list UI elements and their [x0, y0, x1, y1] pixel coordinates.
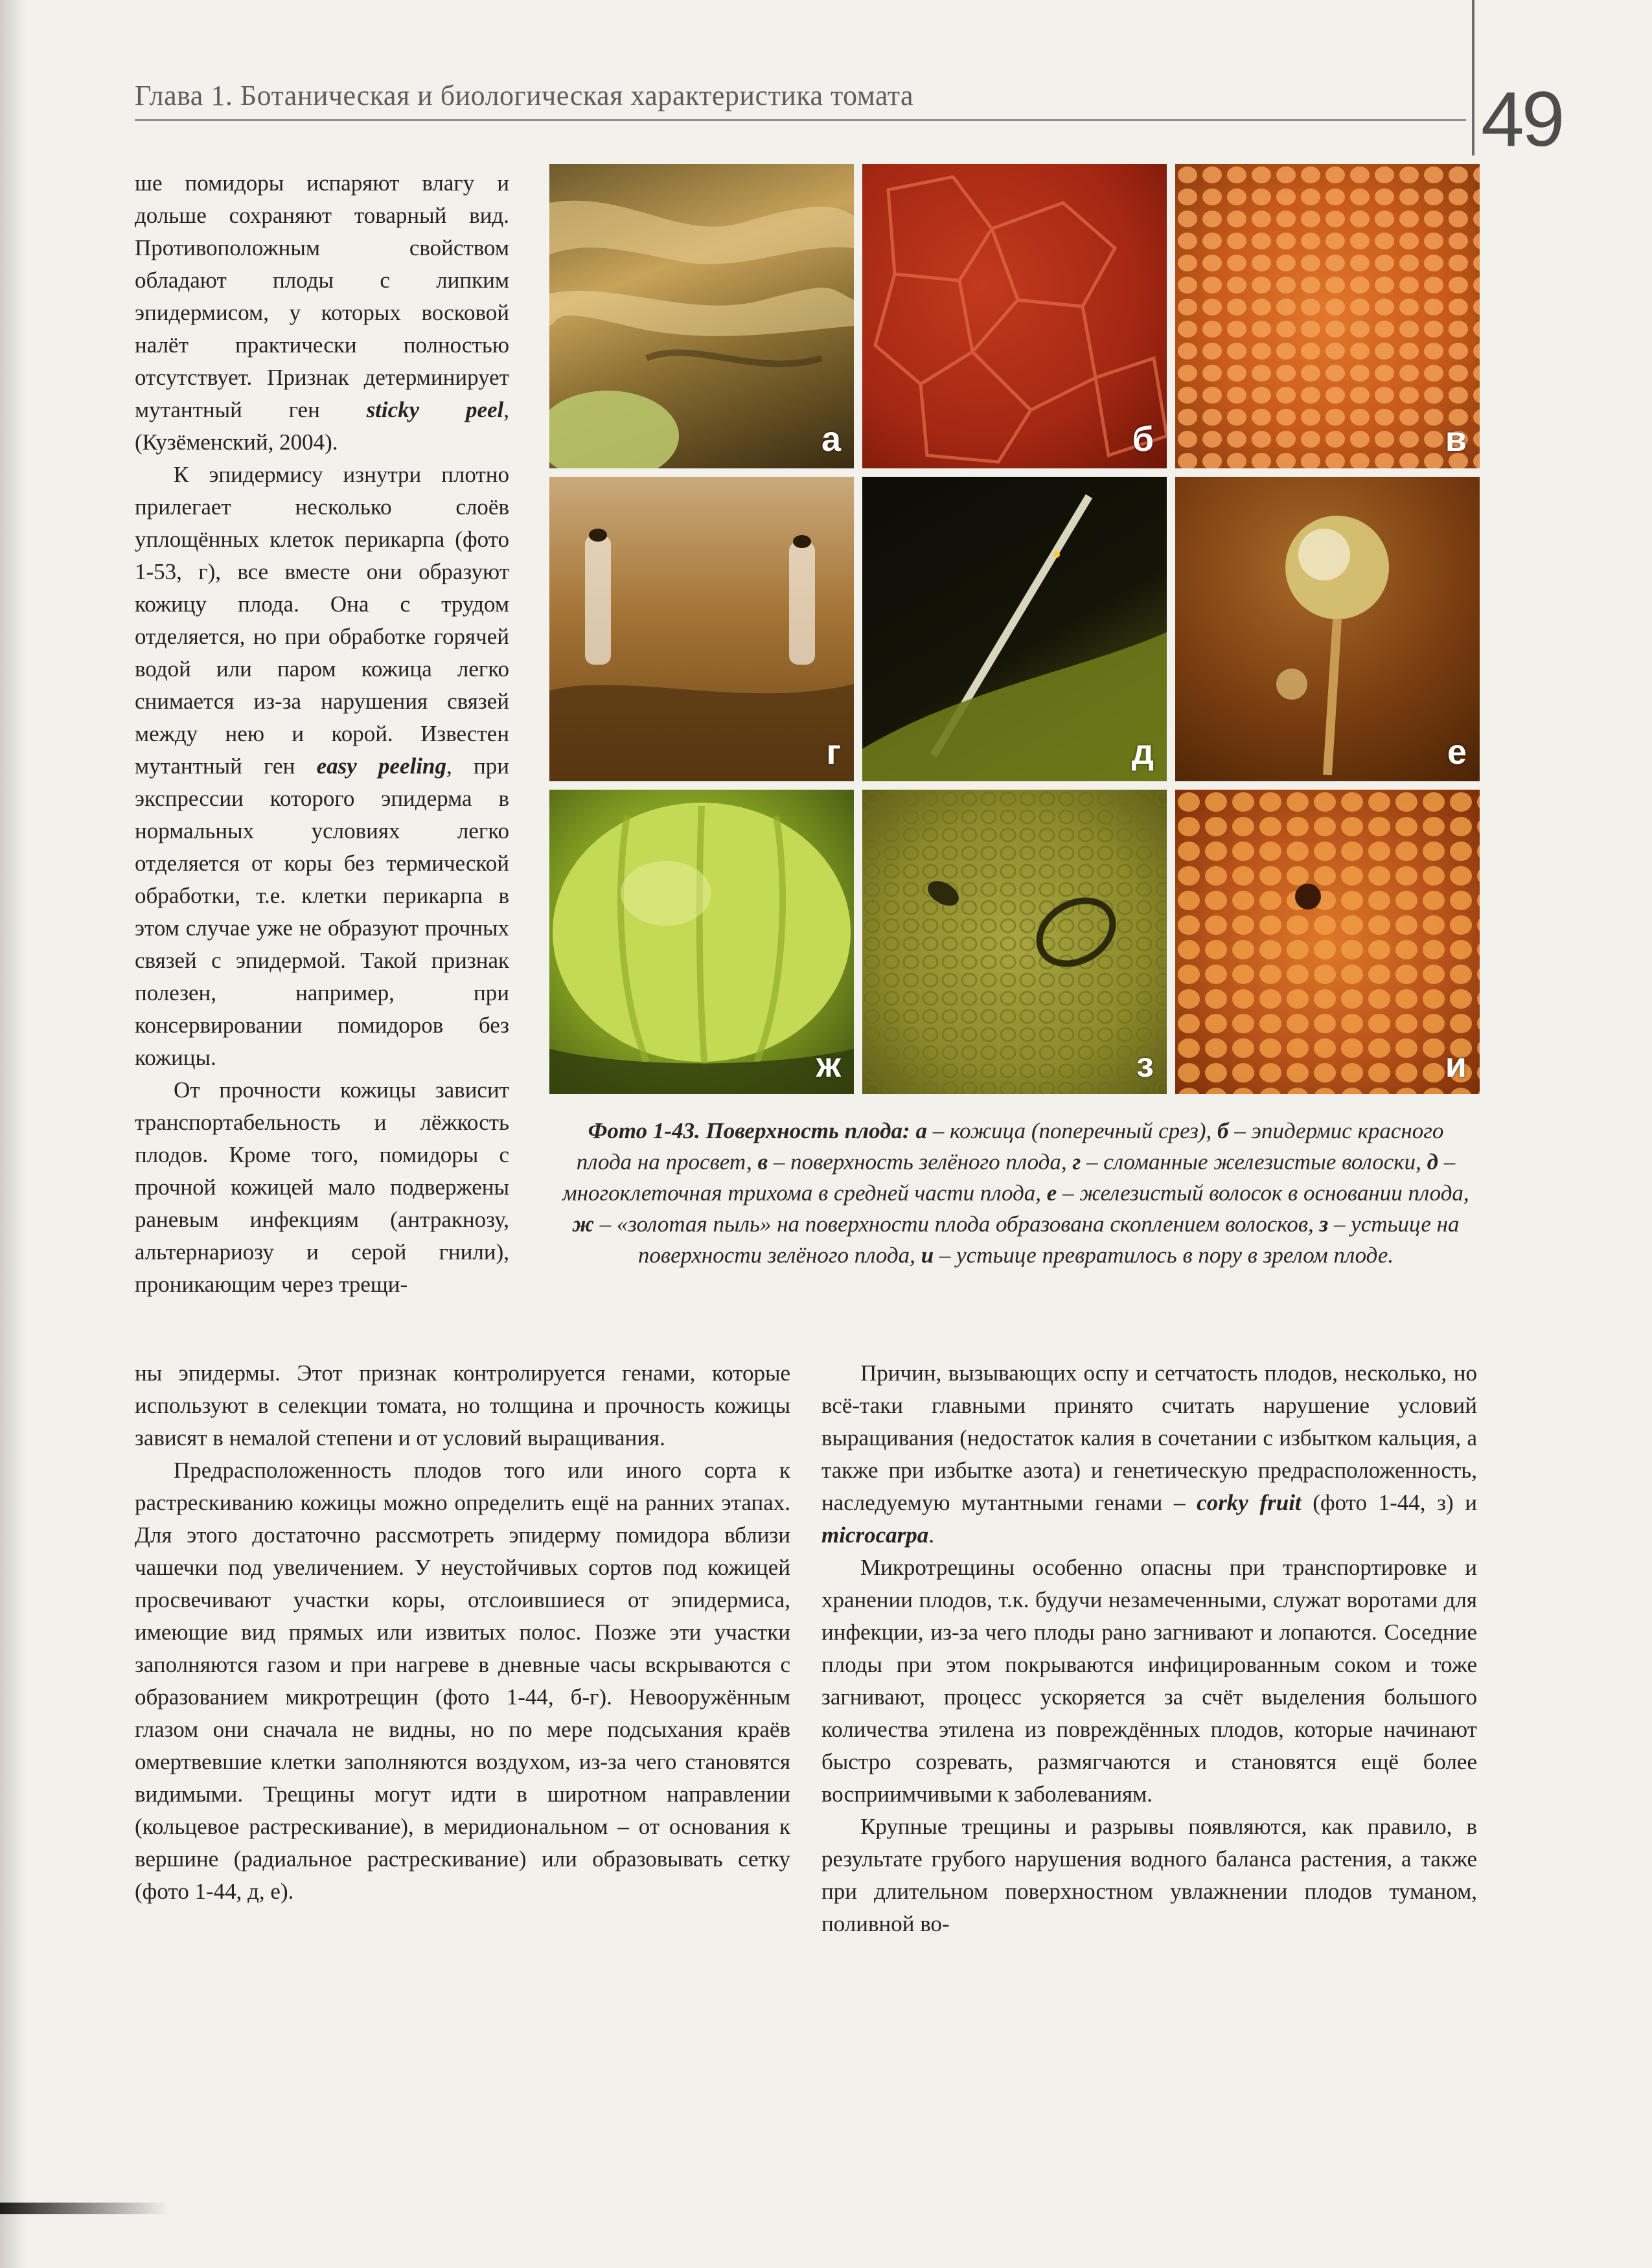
paragraph-text: От прочности кожицы зависит транспортабельность и лёжкость плодов. Кроме того, помидоры с прочной кожицей мало подвержены раневым инфекциям (антракнозу, альтернариозу и серой гнили), проникающим через трещи-: [135, 1077, 509, 1297]
paragraph: [135, 167, 509, 459]
paragraph: ны эпидермы. Этот признак контролируется генами, которые используют в селекции томата, но толщина и прочность кожицы зависят в немалой степени и от условий выращивания.: [135, 1360, 790, 1450]
photo-label: б: [1132, 420, 1154, 459]
paragraph-text: К эпидермису изнутри плотно прилегает несколько слоёв уплощённых клеток перикарпа (фото 1-53, г), все вместе они образуют кожицу плода. Она с трудом отделяется, но при обработке горячей водой или паром кожица легко снимается из-за нарушения связей между нею и корой. Известен мутантный ген: [135, 462, 509, 779]
photo-label: ж: [816, 1046, 841, 1084]
gene-name: sticky peel: [366, 397, 504, 422]
photo-d: [862, 477, 1167, 781]
paragraph: Микротрещины особенно опасны при транспортировке и хранении плодов, т.к. будучи незамеченными, служат воротами для инфекции, из-за чего плоды рано загнивают и лопаются. Соседние плоды при этом покрываются инфицированным соком и тоже загнивают, процесс ускоряется за счёт выделения большого количества этилена из повреждённых плодов, которые начинают быстро созревать, размягчаются и становятся ещё более восприимчивыми к заболеваниям.: [821, 1555, 1477, 1807]
paragraph-text: Причин, вызывающих оспу и сетчатость плодов, несколько, но всё-таки главными принято считать нарушение условий выращивания (недостаток калия в сочетании с избытком кальция, а также при избытке азота) и генетическую предрасположенность, наследуемую мутантными генами –: [821, 1360, 1477, 1515]
paragraph-text: (фото 1-44, з) и: [1301, 1490, 1477, 1515]
photo-zh: [549, 790, 854, 1094]
photo-label: д: [1131, 733, 1154, 772]
caption-key: ж: [572, 1211, 594, 1237]
narrow-column: [135, 167, 509, 1301]
page-edge-shadow: [0, 0, 26, 2268]
running-title: Глава 1. Ботаническая и биологическая характеристика томата: [135, 80, 914, 111]
glandular-hair-image: [1175, 477, 1480, 781]
caption-text: – поверхность зелёного плода,: [768, 1149, 1073, 1174]
caption-text: – «золотая пыль» на поверхности плода образована скоплением волосков,: [593, 1211, 1320, 1237]
caption-title: Фото 1-43. Поверхность плода:: [588, 1118, 910, 1143]
photo-i: [1175, 790, 1480, 1094]
gene-name: microcarpa: [821, 1522, 929, 1548]
photo-figure: [549, 164, 1480, 1103]
caption-text: – устьице на поверхности зелёного плода,: [637, 1211, 1460, 1268]
photo-e: [1175, 477, 1480, 781]
photo-label: з: [1136, 1046, 1154, 1084]
caption-key: д: [1427, 1149, 1438, 1174]
caption-text: – кожица (поперечный срез),: [926, 1118, 1218, 1143]
caption-key: г: [1072, 1149, 1081, 1174]
caption-text: – эпидермис красного плода на просвет,: [576, 1118, 1444, 1174]
caption-text: – многоклеточная трихома в средней части плода,: [562, 1149, 1456, 1206]
photo-label: г: [826, 733, 841, 772]
broken-glandular-hairs-image: [549, 477, 854, 781]
page-number: 49: [1481, 76, 1563, 163]
caption-key: е: [1046, 1180, 1057, 1206]
left-bottom-column: [135, 1357, 790, 1908]
scan-shadow: [0, 2203, 168, 2214]
paragraph-text: , (Кузёменский, 2004).: [135, 397, 509, 455]
caption-key: и: [921, 1243, 934, 1268]
caption-text: – сломанные железистые волоски,: [1081, 1149, 1427, 1174]
photo-g: [549, 477, 854, 781]
paragraph: [135, 1074, 509, 1301]
binding-rule: [1472, 0, 1474, 155]
paragraph: Предрасположенность плодов того или иного сорта к растрескиванию кожицы можно определить ещё на ранних этапах. Для этого достаточно рассмотреть эпидерму помидора вблизи чашечки под увеличением. У неустойчивых сортов под кожицей просвечивают участки коры, отслоившиеся от эпидермиса, имеющие вид прямых или извитых полос. Позже эти участки заполняются газом и при нагреве в дневные часы вскрываются с образованием микротрещин (фото 1-44, б-г). Невооружённым глазом они сначала не видны, но по мере подсыхания краёв омертвевшие клетки заполняются воздухом, из-за чего становятся видимыми. Трещины могут идти в широтном направлении (кольцевое растрескивание), в меридиональном – от основания к вершине (радиальное растрескивание) или образовывать сетку (фото 1-44, д, е).: [135, 1458, 790, 1904]
photo-label: а: [821, 420, 841, 459]
caption-text: – устьице превратилось в пору в зрелом плоде.: [934, 1243, 1394, 1268]
figure-caption: [558, 1116, 1473, 1271]
paragraph-text: ше помидоры испаряют влагу и дольше сохраняют товарный вид. Противоположным свойством обладают плоды с липким эпидермисом, у которых восковой налёт практически полностью отсутствует. Признак детерминирует мутантный ген: [135, 170, 509, 422]
right-bottom-column: [821, 1357, 1477, 1940]
photo-label: и: [1445, 1046, 1467, 1084]
paragraph-text: , при экспрессии которого эпидерма в нормальных условиях легко отделяется от коры без термической обработки, т.е. клетки перикарпа в этом случае уже не образуют прочных связей с эпидермой. Такой признак полезен, например, при консервировании помидоров без кожицы.: [135, 753, 509, 1070]
caption-key: в: [757, 1149, 768, 1174]
photo-v: [1175, 164, 1480, 468]
gene-name: corky fruit: [1197, 1490, 1302, 1515]
photo-z: [862, 790, 1167, 1094]
caption-key: з: [1319, 1211, 1329, 1237]
caption-key: б: [1217, 1118, 1229, 1143]
photo-a: [549, 164, 854, 468]
green-tomato-image: [549, 790, 854, 1094]
paragraph: [821, 1357, 1477, 1552]
stoma-green-image: [862, 790, 1167, 1094]
gene-name: easy peeling: [316, 753, 447, 779]
photo-b: [862, 164, 1167, 468]
pore-ripe-fruit-image: [1175, 790, 1480, 1094]
photo-label: в: [1445, 420, 1467, 459]
paragraph: Крупные трещины и разрывы появляются, как правило, в результате грубого нарушения водного баланса растения, а также при длительном поверхностном увлажнении плодов туманом, поливной во-: [821, 1814, 1477, 1936]
skin-cross-section-image: [549, 164, 854, 468]
header-rule: [135, 119, 1466, 121]
caption-key: а: [915, 1118, 927, 1143]
trichome-image: [862, 477, 1167, 781]
caption-text: – железистый волосок в основании плода,: [1057, 1180, 1469, 1206]
green-fruit-surface-image: [1175, 164, 1480, 468]
paragraph: [135, 459, 509, 1074]
red-epidermis-image: [862, 164, 1167, 468]
photo-label: е: [1447, 733, 1467, 772]
paragraph-text: .: [928, 1522, 935, 1548]
